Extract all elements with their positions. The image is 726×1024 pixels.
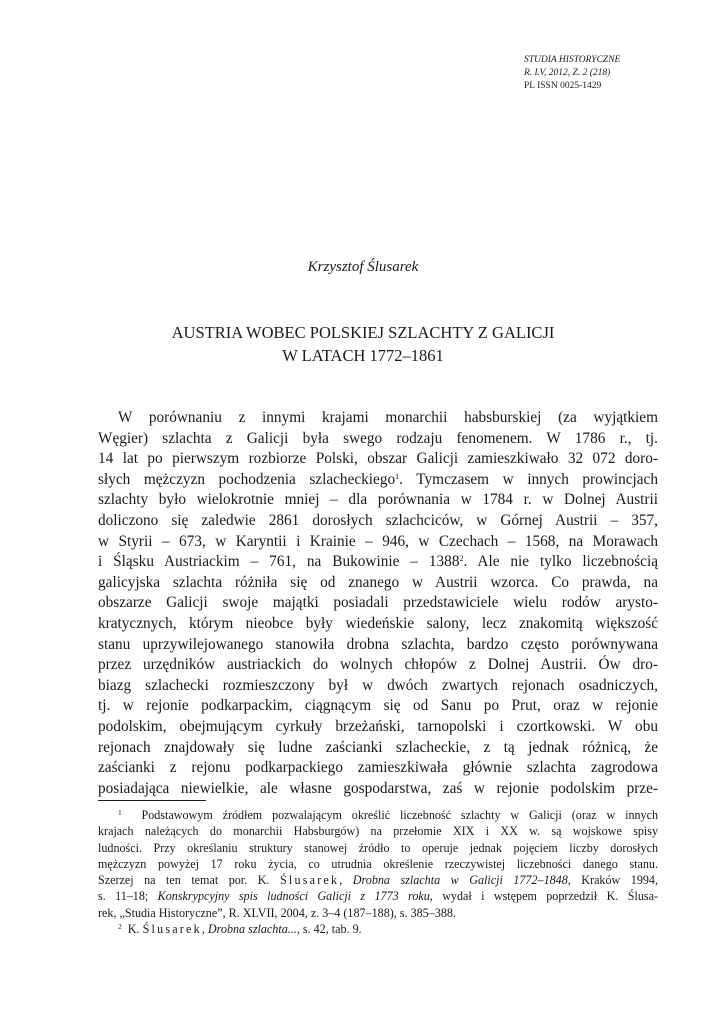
body-line: przez urzędników austriackich do wolnych chłopów z Dolnej Austrii. Ów dro- [98,656,658,674]
body-line: biazg szlachecki rozmieszczony był w dwóch zwartych rejonach osadniczych, [98,676,658,694]
journal-issn: PL ISSN 0025-1429 [524,81,602,91]
footnote-text: , s. 42, tab. 9. [296,922,362,937]
footnote-line: krajach należących do monarchii Habsburgów) na przełomie XIX i XX w. są wojskowe spisy [98,824,658,839]
body-line [98,470,658,491]
footnote-divider [98,800,206,801]
footnote-line: rek, „Studia Historyczne”, R. XLVII, 2004, z. 3–4 (187–188), s. 385–388. [98,905,456,920]
body-line: w Styrii – 673, w Karyntii i Krainie – 946, w Czechach – 1568, na Morawach [98,532,658,550]
body-line: obszarze Galicji swoje majątki posiadali przedstawiciele wielu rodów arysto- [98,594,658,612]
article-title-line: W LATACH 1772–1861 [282,346,444,365]
footnote-text: Szerzej na ten temat por. K. [98,873,270,888]
footnote-number: 1 [118,808,122,817]
footnote-text: , wydał i wstępem poprzedził K. Ślusa- [429,889,659,904]
footnote-author: Ślusarek [279,873,340,888]
body-text: . Tymczasem w innych prowincjach [399,470,658,488]
footnote-line [98,888,658,904]
body-line: posiadająca niewielkie, ale własne gospodarstwa, zaś w rejonie podolskim prze- [98,779,658,797]
body-line: doliczono się zaledwie 2861 dorosłych szlachciców, w Górnej Austrii – 357, [98,511,658,529]
body-text: . Ale nie tylko liczebnością [463,553,658,571]
body-line: Węgier) szlachta z Galicji była swego rodzaju fenomenem. W 1786 r., tj. [98,429,658,447]
article-title-line: AUSTRIA WOBEC POLSKIEJ SZLACHTY Z GALICJI [171,323,555,342]
footnote-cited-title: Konskrypcyjny spis ludności Galicji z 1773 roku [157,889,430,904]
footnote-line [98,921,658,937]
footnote-number: 2 [118,922,122,932]
body-line: galicyjska szlachta różniła się od znanego w Austrii wzorca. Co prawda, na [98,573,658,591]
footnote-text: , [201,922,205,937]
body-line: tj. w rejonie podkarpackim, ciągnącym się od Sanu po Prut, oraz w rejonie [98,697,658,715]
journal-name: STUDIA HISTORYCZNE [524,55,621,65]
article-title [0,321,726,367]
footnote-author: Ślusarek [142,922,202,937]
article-author: Krzysztof Ślusarek [307,259,419,275]
footnote-text: K. [127,922,140,937]
body-line: 14 lat po pierwszym rozbiorze Polski, obszar Galicji zamieszkiwało 32 072 doro- [98,450,658,468]
footnote-text: , Kraków 1994, [567,873,658,888]
article-body [98,408,658,799]
footnote-text: Podstawowym źródłem pozwalającym określić liczebność szlachty w Galicji (oraz w innych [141,808,658,822]
journal-header [524,54,620,93]
footnotes [98,807,658,937]
body-line: zaścianki z rejonu podkarpackiego zamieszkiwała głównie szlachta zagrodowa [98,759,658,777]
body-line: podolskim, obejmującym cyrkuły brzeżański, tarnopolski i czortkowski. W obu [98,717,658,735]
footnote-cited-title: Drobna szlachta... [207,922,297,937]
footnote-cited-title: Drobna szlachta w Galicji 1772–1848 [352,873,568,888]
journal-issue: R. LV, 2012, Z. 2 (218) [524,68,611,78]
footnote-ref[interactable]: 2 [459,554,464,564]
footnote-line [98,807,658,823]
body-text: i Śląsku Austriackim – 761, na Bukowinie – 1388 [98,553,460,571]
body-text: słych mężczyzn pochodzenia szlacheckiego [98,470,396,488]
footnote-ref[interactable]: 1 [395,471,400,481]
footnote-text: , [339,873,343,888]
body-line: rejonach znajdowały się ludne zaścianki szlacheckie, z tą jednak różnicą, że [98,738,658,756]
footnote-line [98,872,658,888]
footnote-text: s. 11–18; [98,889,149,904]
body-line [98,552,658,573]
body-line: kratycznych, którym nieobce były wiedeńskie salony, lecz znakomitą większość [98,614,658,632]
body-line: szlachty było wielokrotnie mniej – dla porównania w 1784 r. w Dolnej Austrii [98,491,658,509]
footnote-line: ludności. Przy określaniu struktury stanowej źródło to operuje jednak pojęciem liczby dorosłych [98,840,658,855]
footnote-line: mężczyzn powyżej 17 roku życia, co utrudnia określenie rzeczywistej liczebności danego stanu. [98,856,658,871]
body-line: stanu uprzywilejowanego stanowiła drobna szlachta, bardzo często porównywana [98,635,658,653]
body-line: W porównaniu z innymi krajami monarchii habsburskiej (za wyjątkiem [118,409,658,426]
